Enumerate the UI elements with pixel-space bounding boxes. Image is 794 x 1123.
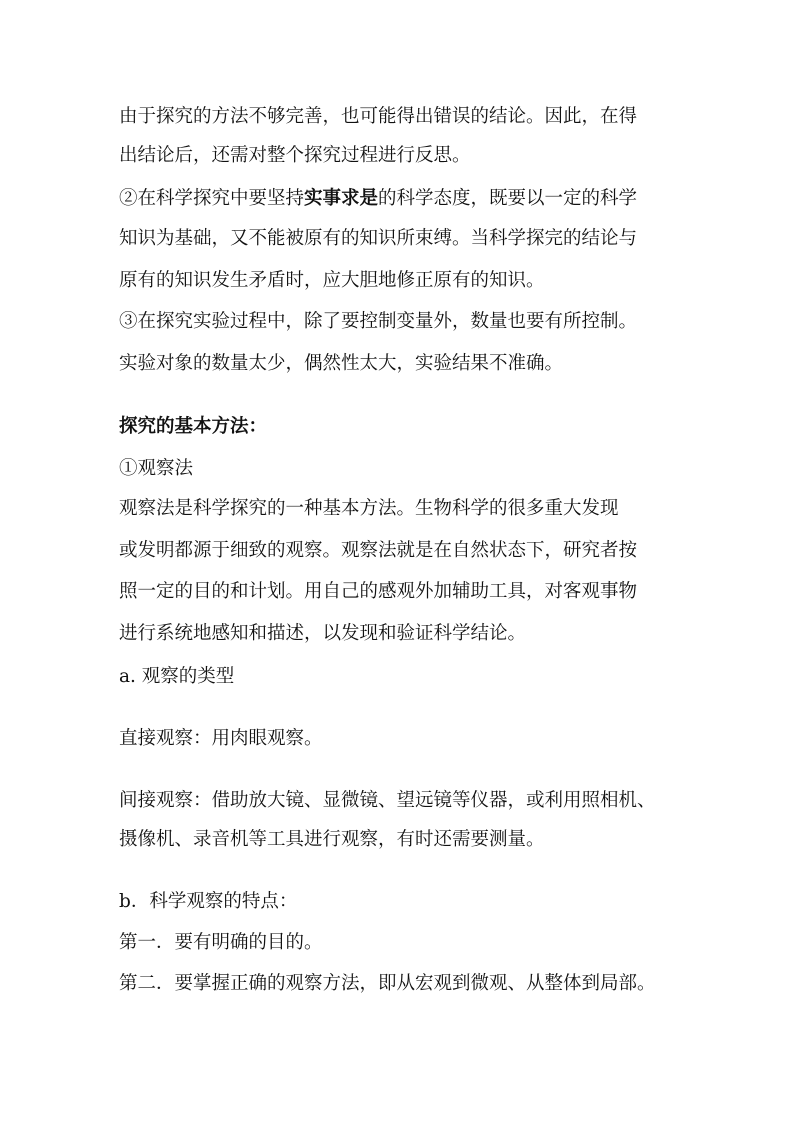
- list-item: 第一．要有明确的目的。: [119, 932, 323, 953]
- paragraph-line: 由于探究的方法不够完善，也可能得出错误的结论。因此，在得: [119, 106, 638, 127]
- paragraph-line: 直接观察：用肉眼观察。: [119, 728, 323, 749]
- paragraph-line: 或发明都源于细致的观察。观察法就是在自然状态下，研究者按: [119, 540, 638, 561]
- paragraph-line: 出结论后，还需对整个探究过程进行反思。: [119, 145, 471, 166]
- paragraph-line: 摄像机、录音机等工具进行观察，有时还需要测量。: [119, 829, 545, 850]
- subsection-heading: a. 观察的类型: [119, 666, 235, 687]
- paragraph-line: 间接观察：借助放大镜、显微镜、望远镜等仪器，或利用照相机、: [119, 790, 656, 811]
- paragraph-line: [119, 186, 637, 212]
- paragraph-line: 照一定的目的和计划。用自己的感观外加辅助工具，对客观事物: [119, 581, 638, 602]
- text-run: 的科学态度，既要以一定的科学: [378, 188, 638, 209]
- text-run: ②在科学探究中要坚持: [119, 188, 305, 209]
- paragraph-line: 知识为基础，又不能被原有的知识所束缚。当科学探完的结论与: [119, 228, 638, 249]
- section-heading: 探究的基本方法：: [119, 416, 268, 437]
- emphasis-text: 实事求是: [304, 188, 379, 209]
- list-item: 第二．要掌握正确的观察方法，即从宏观到微观、从整体到局部。: [119, 973, 656, 994]
- paragraph-line: ③在探究实验过程中，除了要控制变量外，数量也要有所控制。: [119, 311, 638, 332]
- subsection-heading: b．科学观察的特点：: [119, 891, 298, 912]
- paragraph-line: 观察法是科学探究的一种基本方法。生物科学的很多重大发现: [119, 498, 619, 519]
- item-title: ①观察法: [119, 458, 194, 479]
- paragraph-line: 原有的知识发生矛盾时，应大胆地修正原有的知识。: [119, 270, 545, 291]
- paragraph-line: 进行系统地感知和描述，以发现和验证科学结论。: [119, 623, 527, 644]
- paragraph-line: 实验对象的数量太少，偶然性太大，实验结果不准确。: [119, 353, 564, 374]
